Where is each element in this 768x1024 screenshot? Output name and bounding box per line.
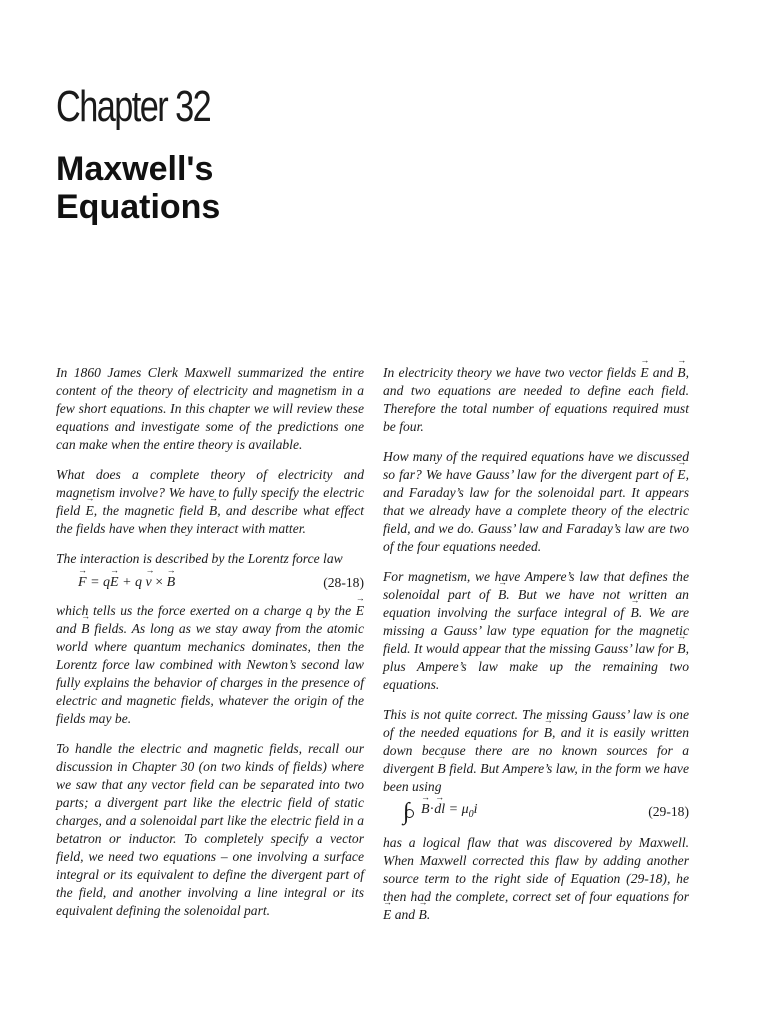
paragraph-vector-fields: To handle the electric and magnetic fields, recall our discussion in Chapter 30 (on two kinds of fields) where we saw that any vector field can be separated into two parts; a divergent part like the electric field of static charges, and a solenoidal part like the electric field in a betatron or inductor. To completely specify a vector field, we need two equations – one involving a surface integral or its equivalent to define the divergent part of the field, and another involving a line integral or its equivalent defining the solenoidal part. xyxy=(56,741,364,918)
contour-integral-icon: ∫ xyxy=(403,800,417,824)
text-span: This is not quite correct. The missing Gauss’ law is one of the needed equations for xyxy=(383,707,689,740)
equation-lorentz xyxy=(56,574,364,592)
paragraph-intro: In 1860 James Clerk Maxwell summarized the entire content of the theory of electricity and magnetism in a few short equations. In this chapter we will review these equations and investigate some of the predictions one can make when the entire theory is available. xyxy=(56,365,364,452)
text-span: , and two equations are needed to define each field. Therefore the total number of equations required must be four. xyxy=(383,365,690,434)
vector-b: → B xyxy=(81,620,89,638)
text-span: field. But Ampere’s law, in the form we have been using xyxy=(383,761,690,794)
equation-ampere xyxy=(383,800,689,824)
paragraph-gauss-faraday xyxy=(383,448,689,556)
chapter-label: Chapter 32 xyxy=(56,82,211,131)
vector-b: → B xyxy=(544,724,552,742)
text-span: × xyxy=(151,575,167,590)
text-span: and xyxy=(391,907,419,922)
vector-f: → F xyxy=(78,574,87,592)
vector-e: → E xyxy=(640,364,648,382)
text-span: In electricity theory we have two vector fields xyxy=(383,365,641,380)
vector-b: → B xyxy=(421,801,430,819)
vector-b: → B xyxy=(437,760,445,778)
paragraph-complete-theory xyxy=(56,466,364,538)
subscript-zero: 0 xyxy=(468,808,474,820)
paragraph-lorentz-explanation xyxy=(56,602,364,728)
text-span: = μ xyxy=(445,801,469,817)
vector-b: → B xyxy=(677,640,685,658)
left-column xyxy=(56,364,364,932)
text-span: . But we have not written an equation involving the surface integral of xyxy=(383,587,689,620)
text-span: has a logical flaw that was discovered by Maxwell. When Maxwell corrected this flaw by adding another source term to the right side of Equation (29-18), he then had the complete, correct set of four equations for xyxy=(383,835,689,904)
chapter-title-line2: Equations xyxy=(56,188,221,226)
vector-b: → B xyxy=(167,574,176,592)
vector-e: → E xyxy=(356,602,364,620)
vector-b: → B xyxy=(209,502,217,520)
vector-dl: → dl xyxy=(434,801,445,819)
vector-b: → B xyxy=(419,906,427,924)
vector-e: → E xyxy=(85,502,93,520)
vector-b: → B xyxy=(498,586,506,604)
text-span: = q xyxy=(86,575,111,590)
text-span: , and it is easily written down because there are no known sources for a divergent xyxy=(383,725,689,776)
text-span: . xyxy=(426,907,431,922)
text-span: , and describe what effect the fields have when they interact with matter. xyxy=(56,503,365,536)
text-span: + q xyxy=(118,575,146,590)
vector-e: → E xyxy=(383,906,391,924)
chapter-title xyxy=(56,150,220,226)
text-span: . We are missing a Gauss’ law type equation for the magnetic field. It would appear that the missing Gauss’ law for xyxy=(383,605,690,656)
right-column xyxy=(383,364,689,936)
equation-number: (29-18) xyxy=(648,804,689,819)
text-span: How many of the required equations have we discussed so far? We have Gauss’ law for the divergent part of xyxy=(383,449,689,482)
text-span: , and Faraday’s law for the solenoidal part. It appears that we already have a complete theory of the electric field, and we do. Gauss’ law and Faraday’s law are two of the four equations needed. xyxy=(383,467,689,554)
vector-e: → E xyxy=(110,574,119,592)
text-span: and xyxy=(648,365,678,380)
paragraph-lorentz-intro: The interaction is described by the Lorentz force law xyxy=(56,551,343,566)
paragraph-maxwell-correction xyxy=(383,834,689,924)
vector-v: → v xyxy=(146,574,152,592)
vector-e: → E xyxy=(677,466,685,484)
text-span: For magnetism, we have Ampere’s law that defines the solenoidal part of xyxy=(383,569,689,602)
chapter-title-line1: Maxwell's xyxy=(56,150,214,188)
paragraph-four-equations xyxy=(383,364,689,436)
equation-body xyxy=(421,801,478,824)
text-span: and xyxy=(56,621,82,636)
equation-formula xyxy=(383,800,478,824)
text-span: which tells us the force exerted on a charge q by the xyxy=(56,603,356,618)
text-span: · xyxy=(429,801,435,817)
paragraph-magnetism xyxy=(383,568,689,694)
text-span: i xyxy=(473,801,478,817)
text-span: What does a complete theory of electricity and magnetism involve? We have to fully specify the electric field xyxy=(56,467,364,518)
text-span: , plus Ampere’s law make up the remaining two equations. xyxy=(383,641,689,692)
equation-formula xyxy=(56,574,175,592)
vector-b: → B xyxy=(631,604,639,622)
text-span: fields. As long as we stay away from the atomic world where quantum mechanics dominates, then the Lorentz force law combined with Newton’s second law fully explains the behavior of charges in the presence of electric and magnetic fields, whatever the origin of the fields may be. xyxy=(56,621,364,726)
paragraph-ampere-flaw xyxy=(383,706,689,796)
equation-number: (28-18) xyxy=(323,575,364,590)
text-span: , the magnetic field xyxy=(93,503,209,518)
vector-b: → B xyxy=(677,364,685,382)
